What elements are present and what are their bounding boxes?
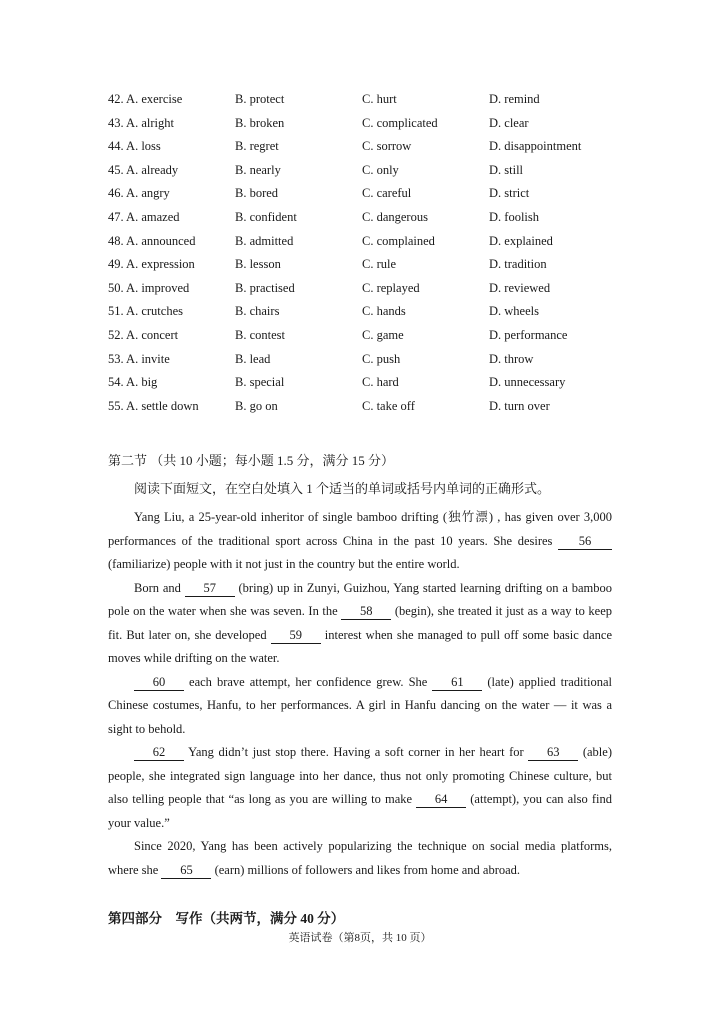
- option-cell: C. hurt: [362, 92, 397, 106]
- section-instruction: 阅读下面短文，在空白处填入 1 个适当的单词或括号内单词的正确形式。: [134, 481, 551, 496]
- option-row: [108, 395, 639, 419]
- option-row: [108, 253, 639, 277]
- option-cell: D. explained: [489, 233, 553, 248]
- option-cell: 55. A. settle down: [108, 398, 199, 413]
- option-cell: D. turn over: [489, 398, 550, 413]
- part4-heading: 第四部分 写作（共两节，满分 40 分）: [108, 911, 345, 926]
- passage-text: (earn) millions of followers and likes from home and abroad.: [211, 862, 521, 877]
- option-cell: D. remind: [489, 92, 540, 106]
- option-cell: 51. A. crutches: [108, 304, 183, 319]
- option-cell: B. go on: [235, 398, 278, 413]
- option-row: [108, 230, 639, 254]
- option-cell: 49. A. expression: [108, 257, 195, 272]
- option-cell: C. rule: [362, 257, 397, 272]
- option-cell: B. practised: [235, 280, 295, 295]
- passage-paragraph-3: [108, 671, 612, 742]
- option-cell: C. take off: [362, 398, 415, 413]
- blank-60: 60: [134, 675, 184, 691]
- passage-text: Yang Liu, a 25-year-old inheritor of single bamboo drifting (独竹漂) , has given over 3,000 performances of the traditional sport across China in the past 10 years. She desires: [108, 510, 612, 548]
- blank-61: 61: [432, 675, 482, 691]
- passage-text: (able) people, she integrated sign language into her dance, thus not only promoting Chinese culture, but also telling people that “as long as you are willing to make: [108, 745, 612, 806]
- option-cell: D. clear: [489, 115, 529, 130]
- option-cell: D. foolish: [489, 209, 539, 224]
- option-cell: 46. A. angry: [108, 186, 170, 201]
- blank-64: 64: [416, 792, 466, 808]
- option-row: [108, 348, 639, 372]
- option-cell: B. admitted: [235, 233, 294, 248]
- passage-text: (late) applied traditional Chinese costumes, Hanfu, to her performances. A girl in Hanfu dancing on the water — it was a sight to behold.: [108, 674, 612, 736]
- option-cell: C. careful: [362, 186, 412, 201]
- passage-text: (attempt), you can also find your value.”: [108, 792, 612, 830]
- option-cell: D. unnecessary: [489, 375, 566, 390]
- passage-text: interest when she managed to pull off some basic dance moves while drifting on the water.: [108, 627, 612, 665]
- option-row: [108, 159, 639, 183]
- blank-57: 57: [185, 581, 235, 597]
- blank-56: 56: [558, 534, 612, 550]
- passage-paragraph-2: [108, 577, 612, 671]
- option-row: [108, 135, 639, 159]
- option-cell: 52. A. concert: [108, 327, 179, 342]
- page-footer: 英语试卷（第8页，共 10 页）: [288, 932, 432, 944]
- option-cell: B. chairs: [235, 304, 280, 319]
- option-cell: C. complained: [362, 233, 435, 248]
- option-cell: D. throw: [489, 351, 534, 366]
- passage-text: (familiarize) people with it not just in the country but the entire world.: [108, 557, 460, 571]
- option-row: [108, 206, 639, 230]
- option-cell: B. contest: [235, 327, 285, 342]
- option-cell: B. confident: [235, 209, 297, 224]
- option-cell: 44. A. loss: [108, 139, 161, 154]
- option-cell: D. reviewed: [489, 280, 551, 295]
- option-cell: D. performance: [489, 327, 568, 342]
- section-heading: 第二节 （共 10 小题；每小题 1.5 分，满分 15 分）: [108, 453, 395, 468]
- options-table: [108, 88, 639, 418]
- option-row: [108, 88, 639, 112]
- blank-59: 59: [271, 628, 321, 644]
- option-cell: 47. A. amazed: [108, 209, 180, 224]
- option-cell: 43. A. alright: [108, 115, 174, 130]
- passage-text: Since 2020, Yang has been actively popularizing the technique on social media platforms, where she: [108, 839, 612, 877]
- option-cell: C. push: [362, 351, 401, 366]
- option-cell: C. complicated: [362, 115, 438, 130]
- option-cell: 42. A. exercise: [108, 92, 183, 106]
- option-cell: B. protect: [235, 92, 285, 106]
- passage-text: Born and: [134, 580, 185, 595]
- option-row: [108, 300, 639, 324]
- option-row: [108, 112, 639, 136]
- blank-65: 65: [161, 863, 211, 879]
- option-cell: D. strict: [489, 186, 530, 201]
- blank-63: 63: [528, 745, 578, 761]
- option-cell: C. sorrow: [362, 139, 412, 154]
- option-cell: D. tradition: [489, 257, 547, 272]
- reading-passage: [108, 506, 612, 882]
- option-row: [108, 371, 639, 395]
- option-cell: D. wheels: [489, 304, 539, 319]
- option-cell: B. bored: [235, 186, 279, 201]
- blank-58: 58: [341, 604, 391, 620]
- option-cell: B. lead: [235, 351, 271, 366]
- option-cell: B. special: [235, 375, 285, 390]
- passage-text: each brave attempt, her confidence grew. She: [184, 674, 433, 689]
- option-cell: C. hard: [362, 375, 399, 390]
- option-cell: 48. A. announced: [108, 233, 196, 248]
- option-cell: B. broken: [235, 115, 285, 130]
- option-cell: B. regret: [235, 139, 279, 154]
- passage-text: (bring) up in Zunyi, Guizhou, Yang started learning drifting on a bamboo pole on the water when she was seven. In the: [108, 580, 612, 618]
- passage-paragraph-1: [108, 506, 612, 577]
- option-cell: C. dangerous: [362, 209, 428, 224]
- blank-62: 62: [134, 745, 184, 761]
- option-row: [108, 277, 639, 301]
- passage-paragraph-4: [108, 741, 612, 835]
- option-cell: B. lesson: [235, 257, 281, 272]
- option-cell: C. only: [362, 162, 399, 177]
- option-row: [108, 324, 639, 348]
- passage-paragraph-5: [108, 835, 612, 882]
- option-cell: C. hands: [362, 304, 406, 319]
- option-cell: C. game: [362, 327, 404, 342]
- option-row: [108, 182, 639, 206]
- passage-text: (begin), she treated it just as a way to keep fit. But later on, she developed: [108, 604, 612, 642]
- option-cell: D. still: [489, 162, 524, 177]
- option-cell: 53. A. invite: [108, 351, 170, 366]
- option-cell: 45. A. already: [108, 162, 179, 177]
- option-cell: C. replayed: [362, 280, 420, 295]
- option-cell: 54. A. big: [108, 375, 158, 390]
- option-cell: 50. A. improved: [108, 280, 190, 295]
- option-cell: D. disappointment: [489, 139, 582, 154]
- passage-text: Yang didn’t just stop there. Having a soft corner in her heart for: [184, 745, 529, 759]
- option-cell: B. nearly: [235, 162, 281, 177]
